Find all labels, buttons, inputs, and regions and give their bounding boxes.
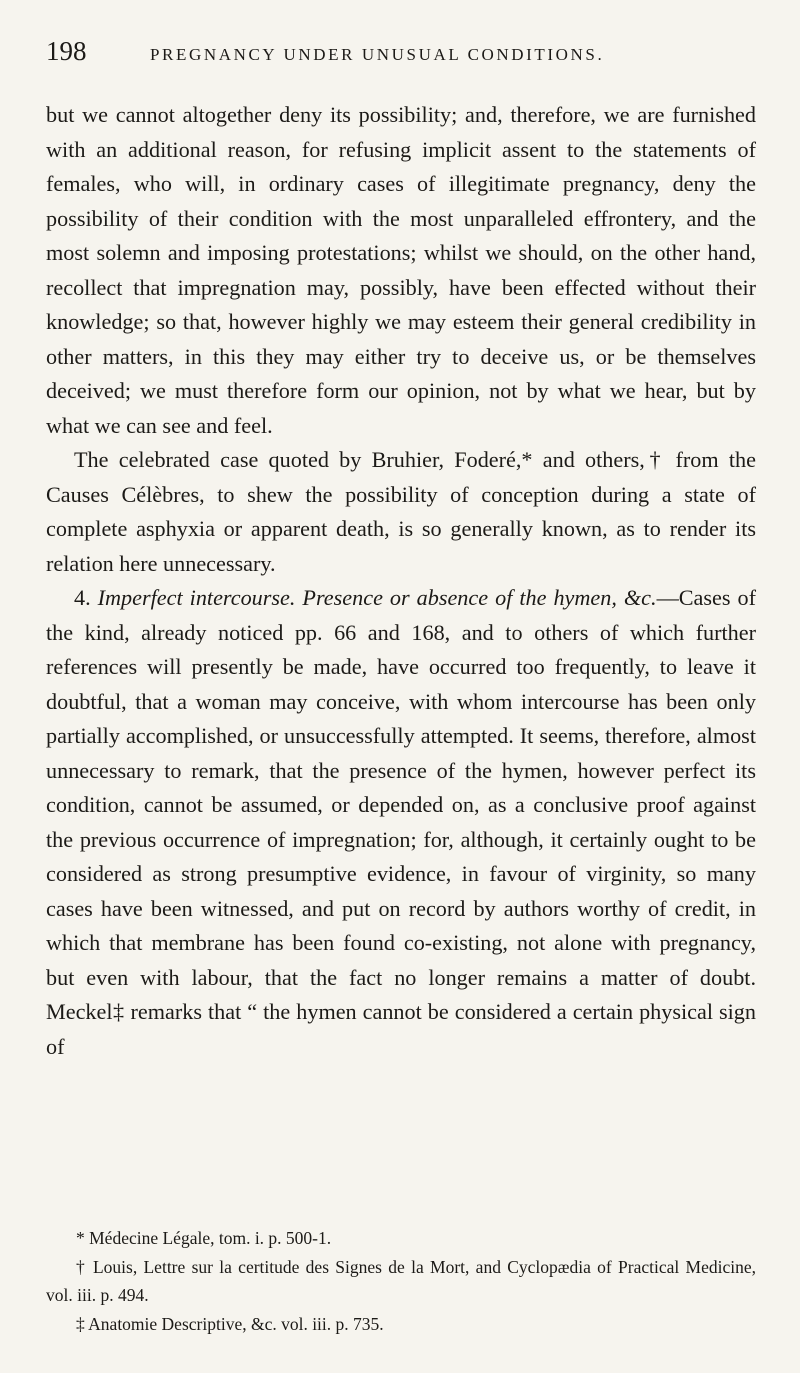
footnote-1: * Médecine Légale, tom. i. p. 500-1. [76,1228,332,1248]
paragraph-3-text: —Cases of the kind, already noticed pp. 66 and 168, and to others of which further references will presently be made, have occurred too frequently, to leave it doubtful, that a woman may conceive, with whom intercourse has been only partially accomplished, or unsuccessfully attempted. It seems, therefore, almost unnecessary to remark, that the presence of the hymen, however perfect its condition, cannot be assumed, or depended on, as a conclusive proof against the previous occurrence of impregnation; for, although, it certainly ought to be considered as strong presumptive evidence, in favour of virginity, so many cases have been witnessed, and put on record by authors worthy of credit, in which that membrane has been found co-existing, not alone with pregnancy, but even with labour, that the fact no longer remains a matter of doubt. Meckel‡ remarks that “ the hymen cannot be considered a certain physical sign of [46,585,756,1059]
section-number: 4. [74,585,98,610]
page-number: 198 [46,36,87,66]
body-text [46,98,756,1064]
footnotes [46,1224,756,1338]
paragraph-2: The celebrated case quoted by Bruhier, Foderé,* and others,† from the Causes Célèbres, to shew the possibility of conception during a state of complete asphyxia or apparent death, is so generally known, as to render its relation here unnecessary. [46,447,756,576]
section-title: Imperfect intercourse. Presence or absence of the hymen, &c. [97,585,657,610]
paragraph-1: but we cannot altogether deny its possibility; and, therefore, we are furnished with an additional reason, for refusing implicit assent to the statements of females, who will, in ordinary cases of illegitimate pregnancy, deny the possibility of their condition with the most unparalleled effrontery, and the most solemn and imposing protestations; whilst we should, on the other hand, recollect that impregnation may, possibly, have been effected without their knowledge; so that, however highly we may esteem their general credibility in other matters, in this they may either try to deceive us, or be themselves deceived; we must therefore form our opinion, not by what we hear, but by what we can see and feel. [46,102,756,438]
paragraph-3 [46,581,756,1064]
footnote-3: ‡ Anatomie Descriptive, &c. vol. iii. p. 735. [76,1313,384,1334]
running-head: PREGNANCY UNDER UNUSUAL CONDITIONS. [150,45,605,64]
page-header [46,36,766,76]
footnote-2: † Louis, Lettre sur la certitude des Signes de la Mort, and Cyclopædia of Practical Medicine, vol. iii. p. 494. [46,1256,756,1305]
